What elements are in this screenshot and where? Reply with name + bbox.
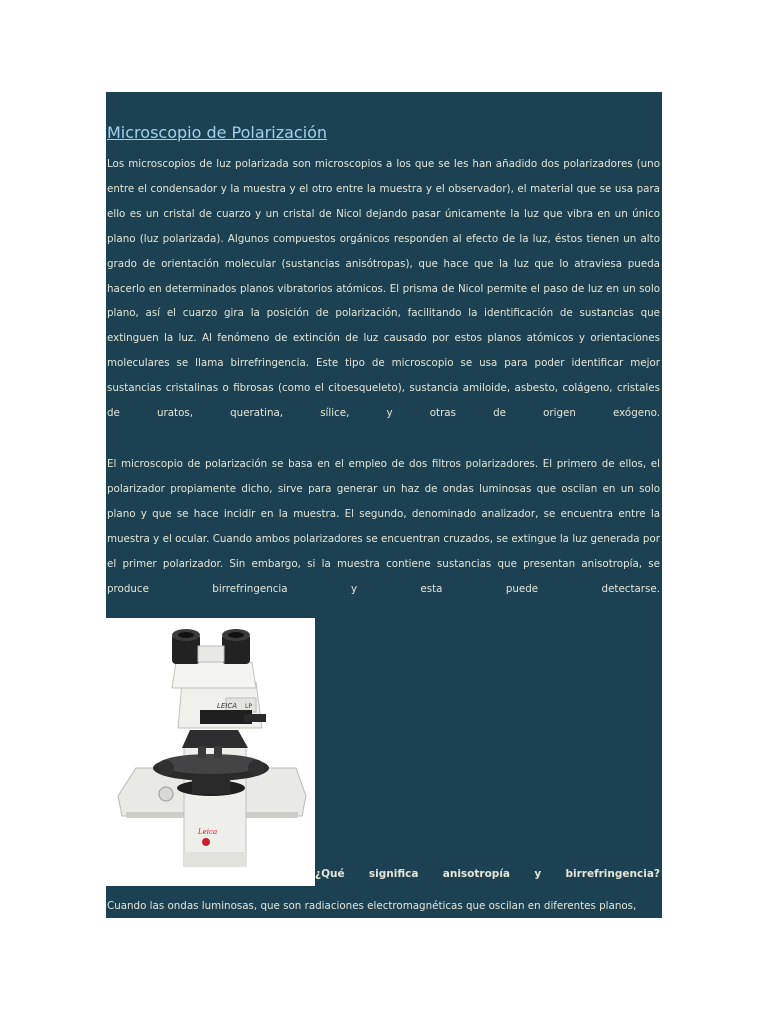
document-title-link[interactable]: Microscopio de Polarización xyxy=(107,123,328,142)
microscope-model-label: LEICA xyxy=(217,702,238,710)
microscope-model-suffix: LP xyxy=(245,703,252,710)
leica-logo: Leica xyxy=(198,828,218,836)
paragraph-answer-start: Cuando las ondas luminosas, que son radiaciones electromagnéticas que oscilan en diferentes planos, xyxy=(107,900,637,912)
section-question-heading: ¿Qué significa anisotropía y birrefringencia? xyxy=(315,868,660,880)
paragraph-intro: Los microscopios de luz polarizada son microscopios a los que se les han añadido dos polarizadores (uno entre el condensador y la muestra y el otro entre la muestra y el observador), el material que se usa para ello es un cristal de cuarzo y un cristal de Nicol dejando pasar únicamente la luz que vibra en un único plano (luz polarizada). Algunos compuestos orgánicos responden al efecto de la luz, éstos tienen un alto grado de orientación molecular (sustancias anisótropas), que hace que la luz que lo atraviesa pueda hacerlo en determinados planos vibratorios atómicos. El prisma de Nicol permite el paso de luz en un solo plano, así el cuarzo gira la posición de polarización, facilitando la identificación de sustancias que extinguen la luz. Al fenómeno de extinción de luz causado por estos planos atómicos y orientaciones moleculares se llama birrefringencia. Este tipo de microscopio se usa para poder identificar mejor sustancias cristalinas o fibrosas (como el citoesqueleto), sustancia amiloide, asbesto, colágeno, cristales de uratos, queratina, sílice, y otras de origen exógeno. xyxy=(107,158,660,420)
figure-row xyxy=(106,618,662,886)
paragraph-polarization-basis: El microscopio de polarización se basa en el empleo de dos filtros polarizadores. El primero de ellos, el polarizador propiamente dicho, sirve para generar un haz de ondas luminosas que oscilan en un solo plano y que se hace incidir en la muestra. El segundo, denominado analizador, se encuentra entre la muestra y el ocular. Cuando ambos polarizadores se encuentran cruzados, se extingue la luz generada por el primer polarizador. Sin embargo, si la muestra contiene sustancias que presentan anisotropía, se produce birrefringencia y esta puede detectarse. xyxy=(107,458,660,595)
content-panel xyxy=(106,92,662,918)
polarizing-microscope-image xyxy=(106,618,315,886)
